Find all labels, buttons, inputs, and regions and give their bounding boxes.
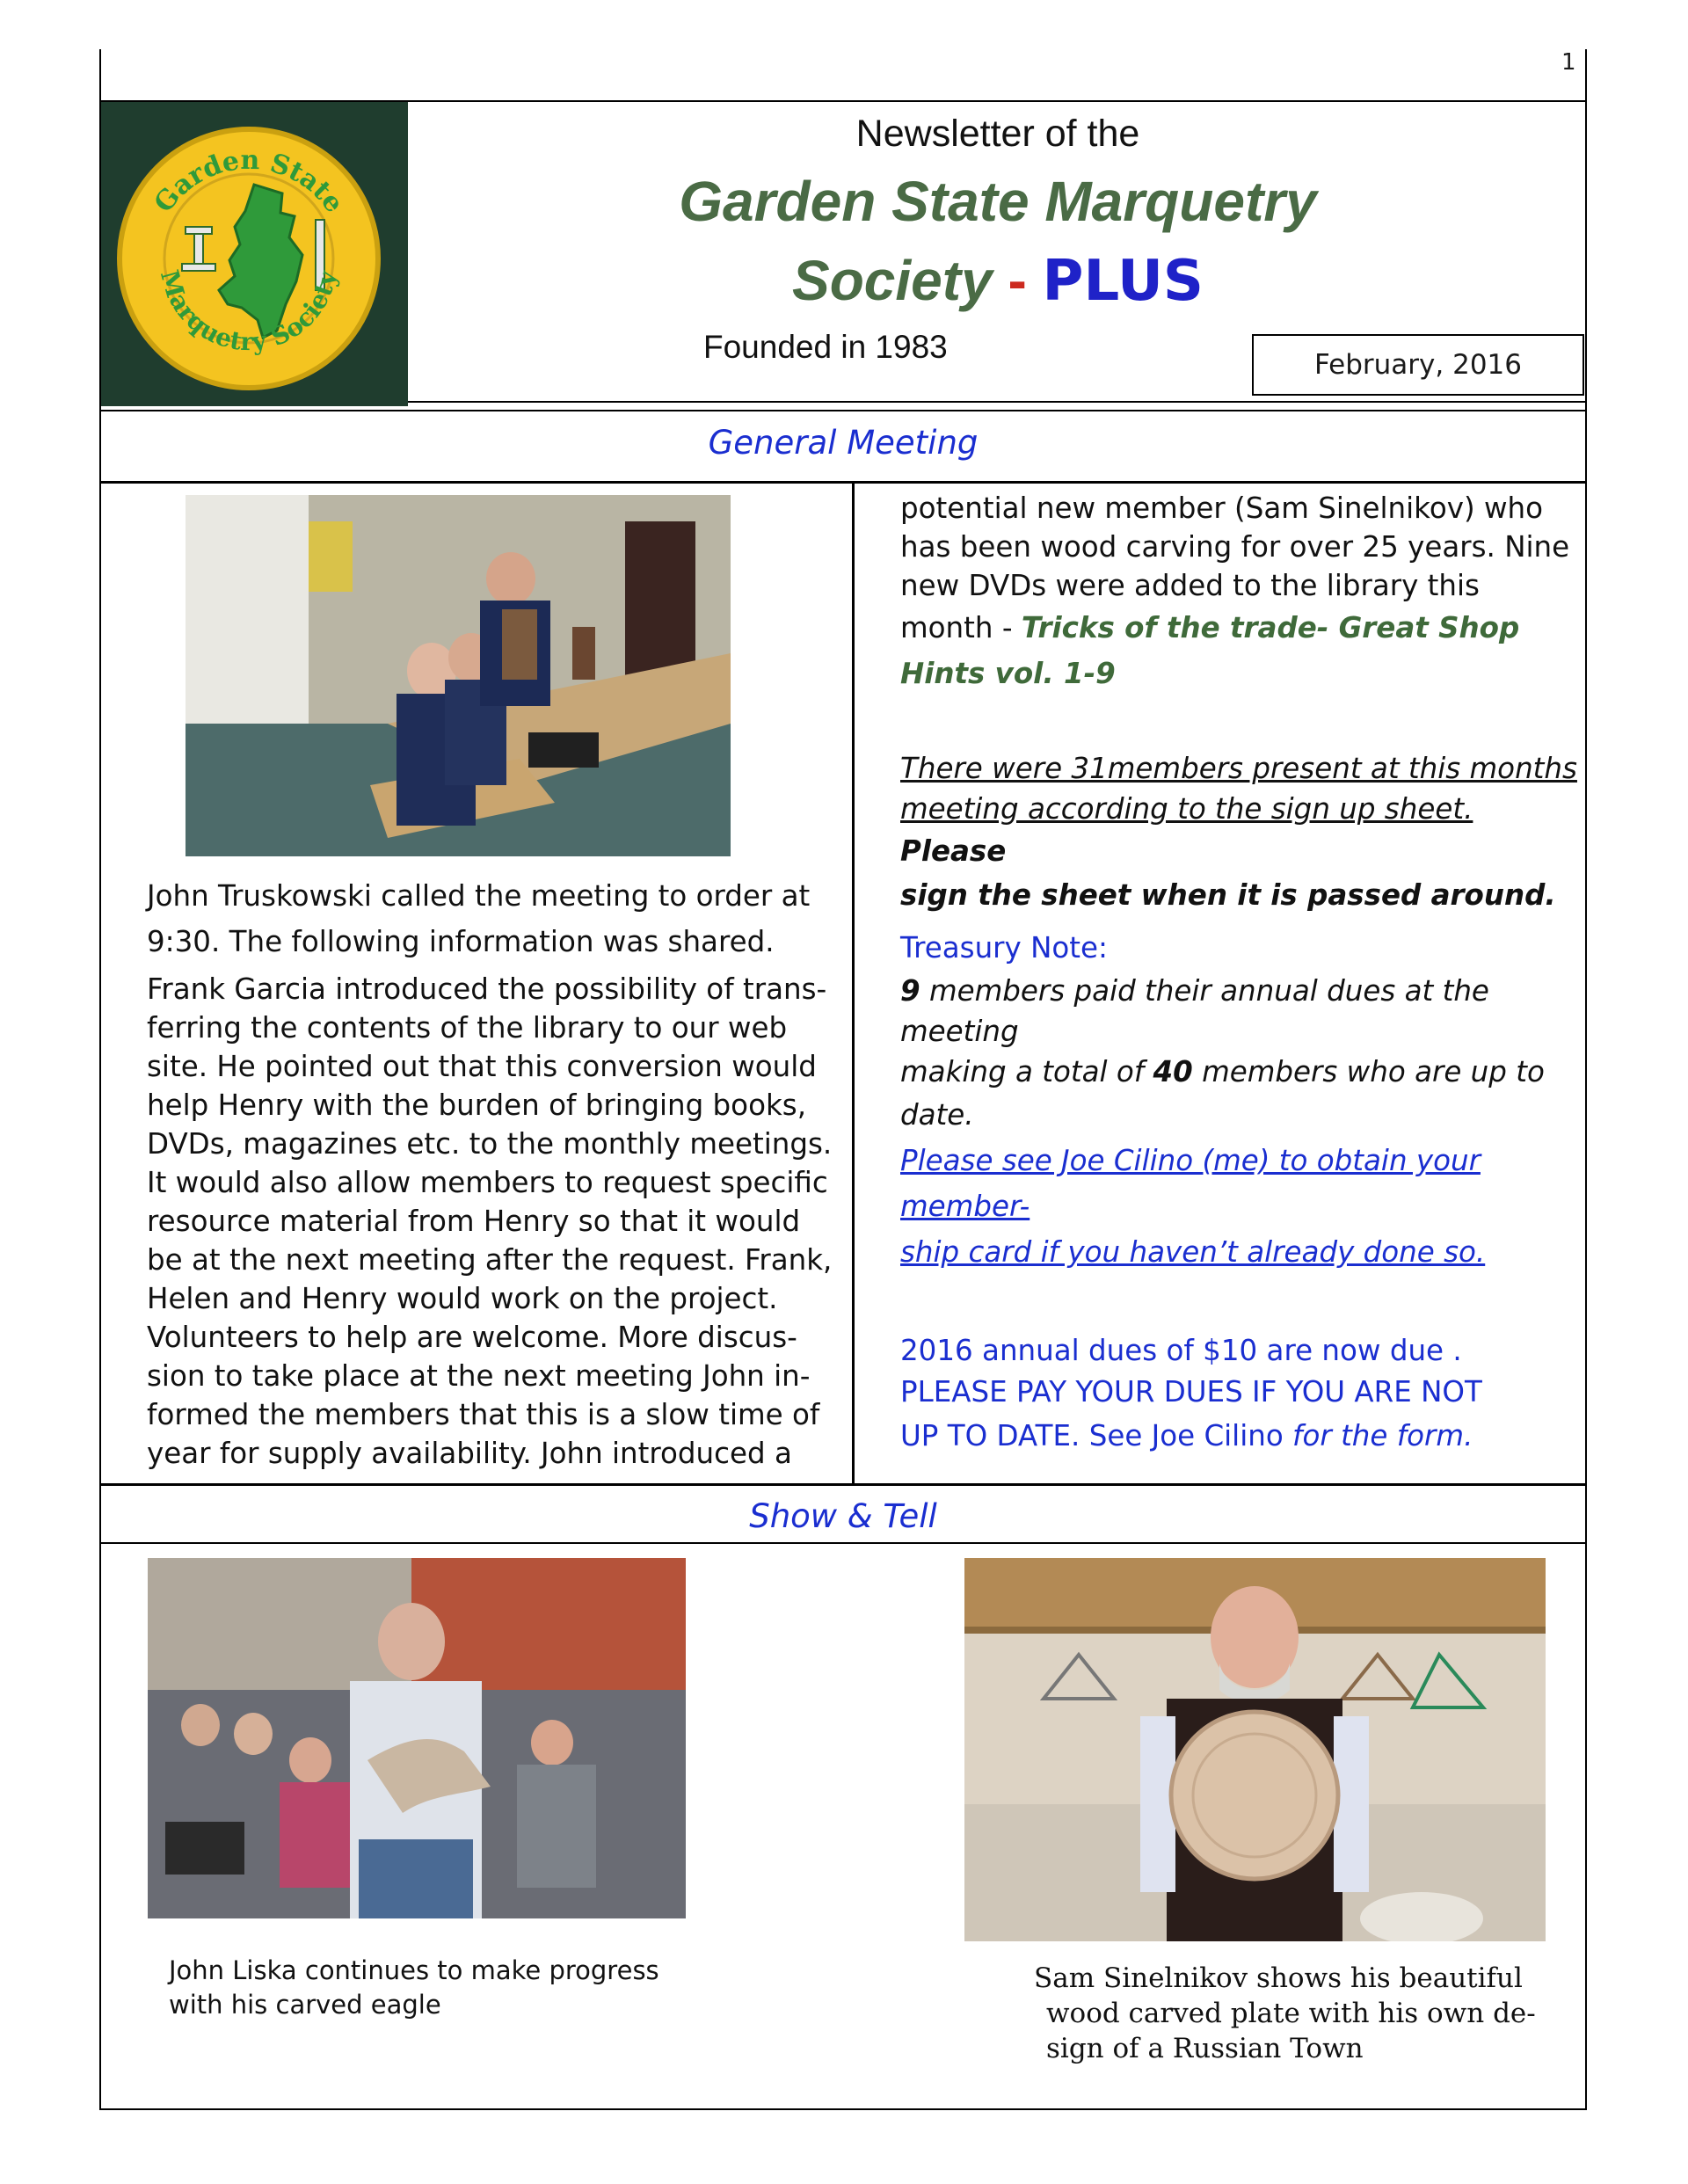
logo-bottom-text: Marquetry Society: [154, 266, 343, 357]
show-tell-title-rule: [99, 1542, 1587, 1544]
attendance-line1: There were 31members present at this months: [900, 752, 1577, 785]
newsletter-of-line: Newsletter of the: [855, 113, 1140, 155]
caption-left-line2: with his carved eagle: [169, 1990, 441, 2020]
meeting-body-line: be at the next meeting after the request. Frank,: [147, 1243, 833, 1277]
meeting-body-line: sion to take place at the next meeting John in-: [147, 1359, 811, 1393]
caption-right-line3: sign of a Russian Town: [1046, 2033, 1364, 2064]
dues-line3-a: UP TO DATE. See Joe Cilino: [900, 1419, 1293, 1452]
caption-right-line1: Sam Sinelnikov shows his beautiful: [1034, 1962, 1523, 1994]
attendance-line2: [900, 788, 1577, 872]
meeting-intro-line1: John Truskowski called the meeting to order at: [147, 879, 811, 913]
treasury-line2-b: members who are up to: [1192, 1055, 1545, 1088]
meeting-body-line: site. He pointed out that this conversion would: [147, 1050, 817, 1083]
caption-left-line1: John Liska continues to make progress: [169, 1955, 659, 1985]
meeting-body-line: formed the members that this is a slow time of: [147, 1398, 820, 1431]
show-tell-top-rule: [99, 1483, 1587, 1486]
svg-text:Marquetry Society: [155, 266, 343, 356]
dues-line3: [900, 1414, 1577, 1458]
dvd-title-part2: Hints vol. 1-9: [900, 657, 1116, 690]
general-meeting-title-rule: [99, 481, 1587, 484]
meeting-photo-art: [186, 495, 731, 856]
newsletter-title-line2: [413, 248, 1582, 314]
meeting-left-text: [147, 873, 841, 1473]
meeting-body-line: DVDs, magazines etc. to the monthly meetings.: [147, 1127, 833, 1161]
right-para-month-line: [900, 605, 1577, 651]
header-bottom-rule: [408, 401, 1587, 403]
membership-card-line2[interactable]: ship card if you haven’t already done so.: [900, 1235, 1486, 1269]
founded-line: Founded in 1983: [703, 329, 948, 365]
attendance-line3: sign the sheet when it is passed around.: [900, 878, 1556, 912]
treasury-line2: [900, 1052, 1577, 1092]
title-plus: PLUS: [1042, 249, 1204, 314]
meeting-body-line: Volunteers to help are welcome. More discus-: [147, 1321, 797, 1354]
right-para-line: potential new member (Sam Sinelnikov) who: [900, 491, 1544, 525]
dues-line2: PLEASE PAY YOUR DUES IF YOU ARE NOT: [900, 1375, 1482, 1409]
issue-date: February, 2016: [1314, 349, 1522, 381]
title-dash: -: [992, 249, 1043, 312]
show-tell-title: Show & Tell: [749, 1497, 937, 1535]
treasury-line2-a: making a total of: [900, 1055, 1153, 1088]
show-tell-photo-right: [964, 1558, 1546, 1941]
right-para-line: new DVDs were added to the library this: [900, 569, 1480, 602]
svg-text:Garden State: [149, 145, 350, 219]
treasury-count: 9: [900, 974, 920, 1008]
meeting-right-text: [900, 489, 1577, 1458]
attendance-please: Please: [900, 834, 1007, 868]
month-label: month -: [900, 611, 1022, 644]
meeting-intro-line2: 9:30. The following information was shared.: [147, 925, 775, 958]
column-divider: [852, 483, 855, 1485]
page-number: 1: [1561, 49, 1576, 76]
logo-top-text: Garden State: [148, 144, 350, 219]
meeting-body-line: year for supply availability. John introduced a: [147, 1437, 792, 1470]
show-tell-photo-right-art: [964, 1558, 1546, 1941]
show-tell-photo-left: [148, 1558, 686, 1918]
dues-line1: 2016 annual dues of $10 are now due .: [900, 1334, 1462, 1367]
caption-left: [169, 1954, 696, 2022]
meeting-body-line: It would also allow members to request specific: [147, 1166, 828, 1199]
page-bottom-rule: [99, 2108, 1587, 2110]
meeting-photo: [186, 495, 731, 856]
meeting-body-line: Frank Garcia introduced the possibility of trans-: [147, 972, 827, 1006]
society-logo: [101, 102, 408, 406]
meeting-body-line: ferring the contents of the library to our web: [147, 1011, 788, 1045]
frame-right-border: [1585, 49, 1587, 2110]
show-tell-photo-left-art: [148, 1558, 686, 1918]
meeting-body-line: help Henry with the burden of bringing books,: [147, 1088, 807, 1122]
logo-patch: [117, 127, 381, 390]
logo-patch-text: [122, 132, 375, 385]
membership-card-line1[interactable]: Please see Joe Cilino (me) to obtain your member-: [900, 1144, 1481, 1223]
treasury-heading: Treasury Note:: [900, 931, 1108, 965]
attendance-text: meeting according to the sign up sheet.: [900, 792, 1473, 826]
general-meeting-top-rule: [99, 410, 1587, 411]
issue-date-box: [1252, 334, 1584, 396]
newsletter-title-line1: Garden State Marquetry: [679, 170, 1317, 233]
treasury-line3: date.: [900, 1098, 974, 1132]
meeting-body-line: Helen and Henry would work on the project.: [147, 1282, 778, 1315]
dues-line3-b: for the form.: [1292, 1419, 1473, 1452]
right-para-line: has been wood carving for over 25 years. Nine: [900, 530, 1570, 564]
title-society: Society: [792, 249, 993, 312]
general-meeting-title: General Meeting: [708, 424, 979, 462]
caption-right: [1034, 1961, 1579, 2066]
treasury-line1-text: members paid their annual dues at the meeting: [900, 974, 1489, 1048]
dvd-title-part1: Tricks of the trade- Great Shop: [1021, 611, 1520, 644]
meeting-body-line: resource material from Henry so that it would: [147, 1205, 801, 1238]
treasury-total: 40: [1153, 1055, 1193, 1088]
treasury-line1: [900, 971, 1577, 1052]
caption-right-line2: wood carved plate with his own de-: [1046, 1998, 1536, 2029]
